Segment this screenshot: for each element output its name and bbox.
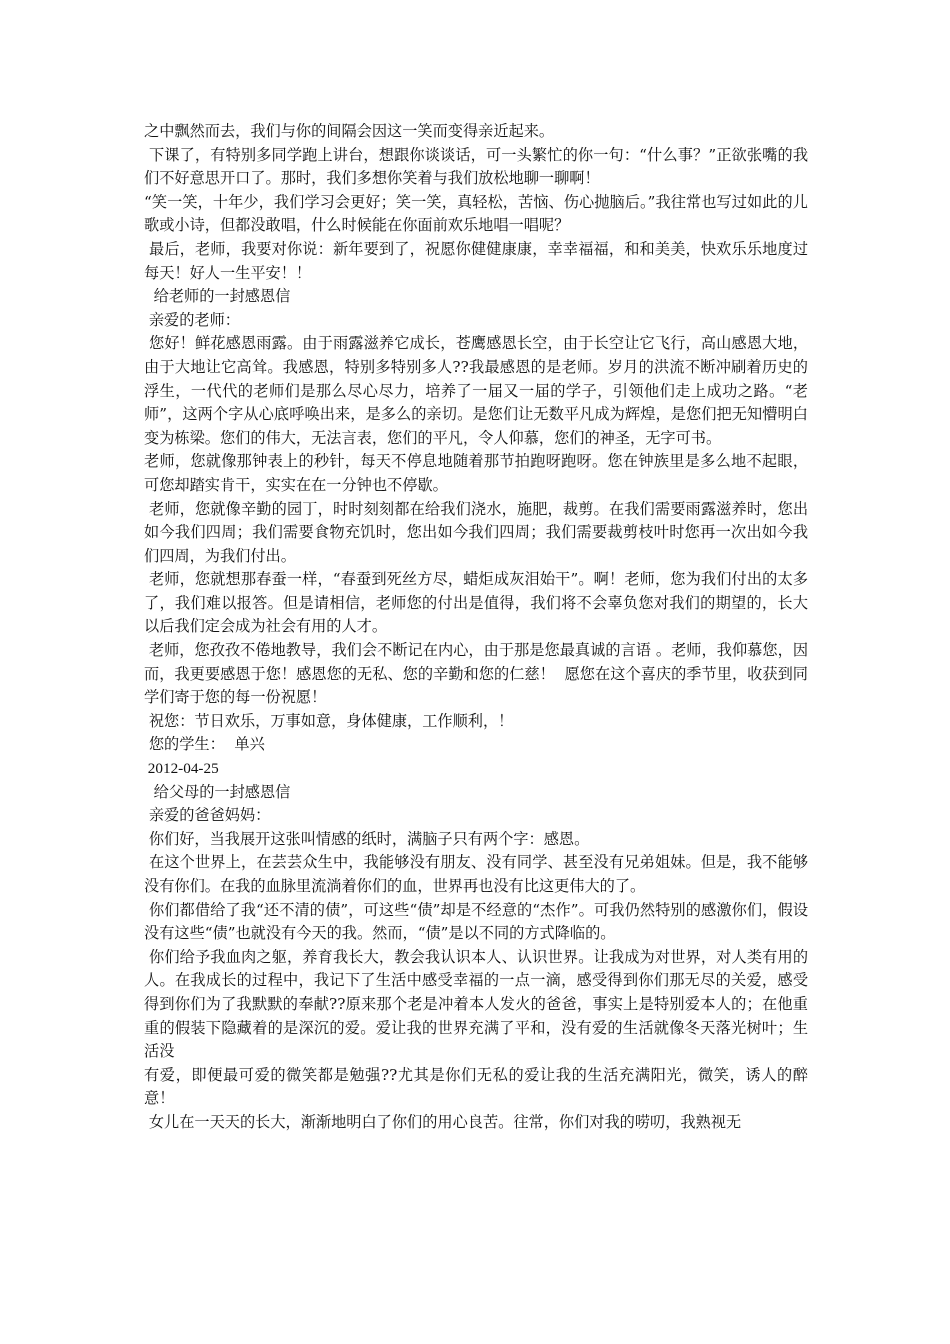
salutation-teacher: 亲爱的老师： <box>144 310 240 329</box>
paragraph-parents-5: 有爱，即便最可爱的微笑都是勉强??尤其是你们无私的爱让我的生活充满阳光，微笑，诱人的醉意！ <box>144 1065 808 1108</box>
paragraph-teacher-2: 老师，您就像那钟表上的秒针，每天不停息地随着那节拍跑呀跑呀。您在钟族里是多么地不起眼，可您却踏实肯干，实实在在一分钟也不停歇。 <box>144 452 808 494</box>
paragraph-teacher-4: 老师，您就想那春蚕一样，“春蚕到死丝方尽，蜡炬成灰泪始干”。啊！老师，您为我们付出的太多了，我们难以报答。但是请相信，老师您的付出是值得，我们将不会辜负您对我们的期望的，长大以后我们定会成为社会有用的人才。 <box>144 570 809 636</box>
section-title-parents-letter: 给父母的一封感恩信 <box>144 782 291 801</box>
paragraph-teacher-1: 您好！鲜花感恩雨露。由于雨露滋养它成长，苍鹰感恩长空，由于长空让它飞行，高山感恩大地，由于大地让它高耸。我感恩，特别多特别多人??我最感恩的是老师。岁月的洪流不断冲刷着历史的浮生，一代代的老师们是那么尽心尽力，培养了一届又一届的学子，引领他们走上成功之路。“老师”，这两个字从心底呼唤出来，是多么的亲切。是您们让无数平凡成为辉煌，是您们把无知懵明白变为栋梁。您们的伟大，无法言表，您们的平凡，令人仰慕，您们的神圣，无字可书。 <box>144 334 809 447</box>
paragraph-parents-4: 你们给予我血肉之躯，养育我长大，教会我认识本人、认识世界。让我成为对世界，对人类有用的人。在我成长的过程中，我记下了生活中感受幸福的一点一滴，感受得到你们那无尽的关爱，感受得到你们为了我默默的奉献??原来那个老是冲着本人发火的爸爸，事实上是特别爱本人的；在他重重的假装下隐藏着的是深沉的爱。爱让我的世界充满了平和，没有爱的生活就像冬天落光树叶；生活没 <box>144 947 809 1061</box>
document-page <box>144 120 808 1135</box>
salutation-parents: 亲爱的爸爸妈妈： <box>144 806 271 825</box>
paragraph-parents-3: 你们都借给了我“还不清的债”，可这些“债”却是不经意的“杰作”。可我仍然特别的感激你们，假设没有这些“债”也就没有今天的我。然而，“债”是以不同的方式降临的。 <box>144 900 809 943</box>
section-title-teacher-letter: 给老师的一封感恩信 <box>144 287 291 306</box>
paragraph-teacher-5: 老师，您孜孜不倦地教导，我们会不断记在内心，由于那是您最真诚的言语 。老师，我仰慕您，因而，我更要感恩于您！感恩您的无私、您的辛勤和您的仁慈！ 愿您在这个喜庆的季节里，收获到同学们寄于您的每一份祝愿！ <box>144 641 809 707</box>
paragraph-teacher-3: 老师，您就像辛勤的园丁，时时刻刻都在给我们浇水，施肥，裁剪。在我们需要雨露滋养时，您出如今我们四周；我们需要食物充饥时，您出如今我们四周；我们需要裁剪枝叶时您再一次出如今我们四周，为我们付出。 <box>144 499 809 565</box>
letter-date: 2012-04-25 <box>144 760 219 778</box>
paragraph-parents-2: 在这个世界上，在芸芸众生中，我能够没有朋友、没有同学、甚至没有兄弟姐妹。但是，我不能够没有你们。在我的血脉里流淌着你们的血，世界再也没有比这更伟大的了。 <box>144 853 809 895</box>
paragraph-4: 最后，老师，我要对你说：新年要到了，祝愿你健健康康，幸幸福福，和和美美，快欢乐乐地度过每天！好人一生平安！！ <box>144 239 809 282</box>
paragraph-parents-6: 女儿在一天天的长大，渐渐地明白了你们的用心良苦。往常，你们对我的唠叨，我熟视无 <box>144 1112 742 1131</box>
signature: 您的学生： 单兴 <box>144 735 265 754</box>
closing-wish: 祝您：节日欢乐，万事如意，身体健康，工作顺利，！ <box>144 711 514 730</box>
paragraph-1: 之中飘然而去，我们与你的间隔会因这一笑而变得亲近起来。 <box>144 122 555 140</box>
paragraph-parents-1: 你们好，当我展开这张叫情感的纸时，满脑子只有两个字：感恩。 <box>144 829 590 848</box>
paragraph-3: “笑一笑，十年少，我们学习会更好；笑一笑，真轻松，苦恼、伤心抛脑后。”我往常也写过如此的儿歌或小诗，但都没敢唱，什么时候能在你面前欢乐地唱一唱呢？ <box>144 192 808 235</box>
paragraph-2: 下课了，有特别多同学跑上讲台，想跟你谈谈话，可一头繁忙的你一句：“什么事？”正欲张嘴的我们不好意思开口了。那时，我们多想你笑着与我们放松地聊一聊啊！ <box>144 145 809 188</box>
